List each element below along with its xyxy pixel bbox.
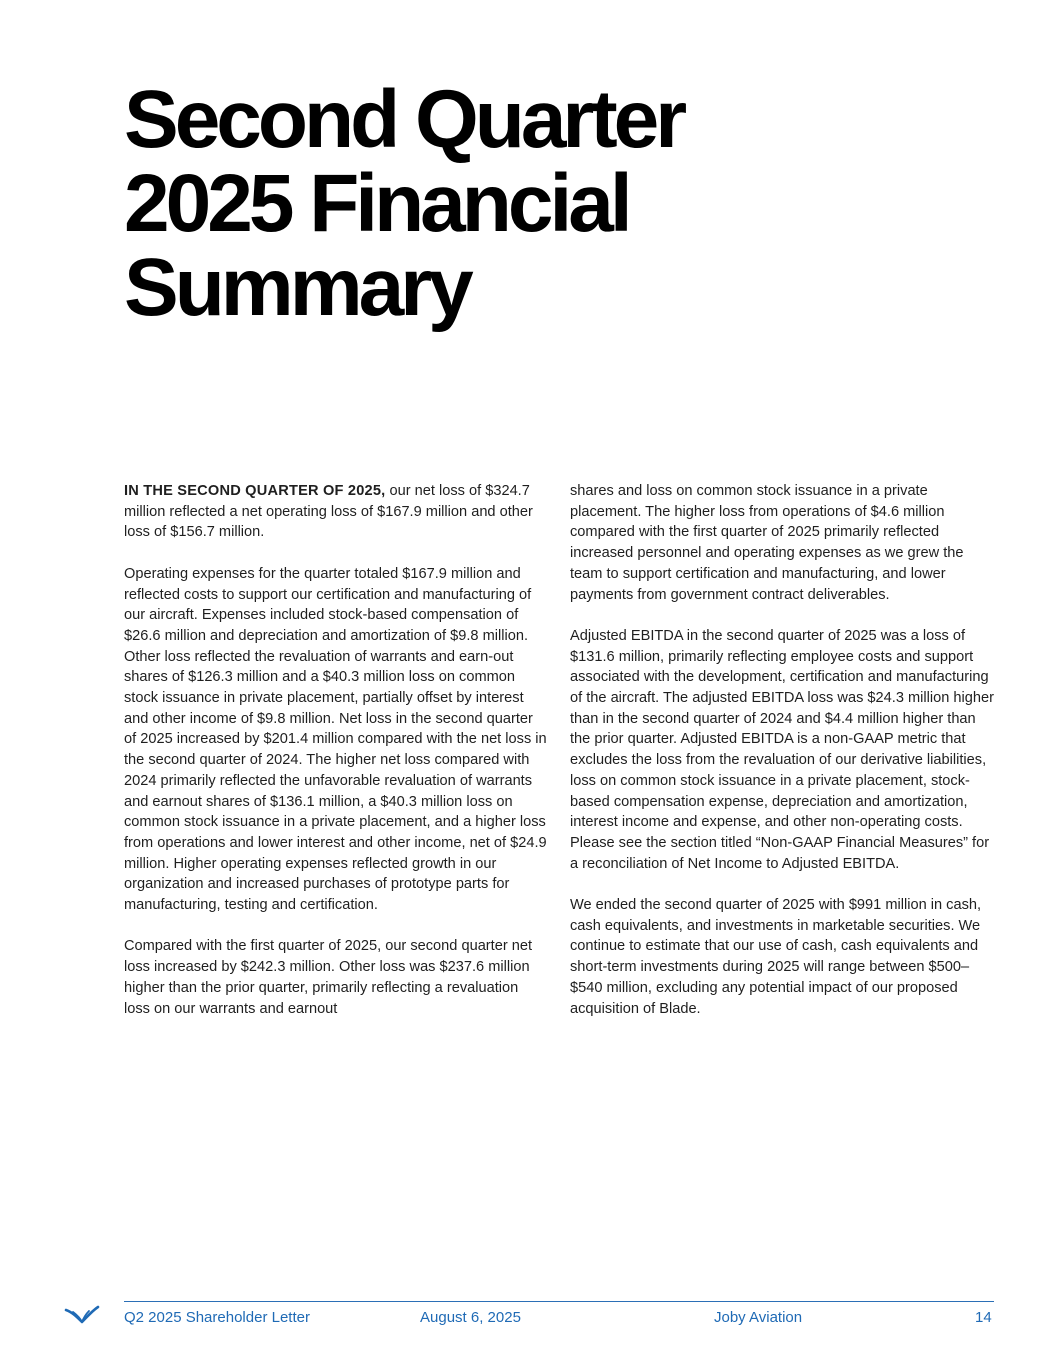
footer-page-number: 14: [975, 1309, 992, 1326]
page-title-line-3: Summary: [124, 242, 470, 333]
paragraph-adjusted-ebitda: Adjusted EBITDA in the second quarter of 2025 was a loss of $131.6 million, primarily reflecting employee costs and support associated with the development, certification and manufacturing of the aircraft. The adjusted EBITDA loss was $24.3 million higher than in the second quarter of 2024 and $4.4 million higher than the prior quarter. Adjusted EBITDA is a non-GAAP metric that excludes the loss from the revaluation of our derivative liabilities, loss on common stock issuance in a private placement, stock-based compensation expense, depreciation and amortization, interest income and expense, and other non-operating costs. Please see the section titled “Non-GAAP Financial Measures” for a reconciliation of Net Income to Adjusted EBITDA.: [570, 627, 994, 872]
right-column: [570, 481, 994, 1040]
paragraph-lead-in: IN THE SECOND QUARTER OF 2025,: [124, 483, 386, 499]
paragraph-cash-position: We ended the second quarter of 2025 with $991 million in cash, cash equivalents, and investments in marketable securities. We continue to estimate that our use of cash, cash equivalents and short-term investments during 2025 will range between $500–$540 million, excluding any potential impact of our proposed acquisition of Blade.: [570, 897, 982, 1017]
paragraph-comparison-continued: shares and loss on common stock issuance in a private placement. The higher loss from operations of $4.6 million compared with the first quarter of 2025 primarily reflected increased personnel and operating expenses as we grew the team to support certification and manufacturing, and lower payments from government contract deliverables.: [570, 483, 964, 603]
footer-company: Joby Aviation: [714, 1309, 803, 1326]
paragraph-quarter-comparison: Compared with the first quarter of 2025, our second quarter net loss increased by $242.3 million. Other loss was $237.6 million higher than the prior quarter, primarily reflecting a revaluation loss on our warrants and earnout: [124, 938, 533, 1017]
footer-document-name: Q2 2025 Shareholder Letter: [124, 1309, 310, 1326]
left-column: [124, 481, 548, 1040]
body-columns: [124, 481, 994, 1040]
paragraph-intro: [124, 481, 548, 543]
joby-wing-logo-icon: [64, 1305, 100, 1327]
paragraph-operating-expenses: Operating expenses for the quarter totaled $167.9 million and reflected costs to support our certification and manufacturing of our aircraft. Expenses included stock-based compensation of $26.6 million and depreciation and amortization of $9.8 million. Other loss reflected the revaluation of warrants and earn-out shares of $126.3 million and a $40.3 million loss on common stock issuance in private placement, partially offset by interest and other income of $9.8 million. Net loss in the second quarter of 2025 increased by $201.4 million compared with the net loss in the second quarter of 2024. The higher net loss compared with 2024 primarily reflected the unfavorable revaluation of warrants and earnout shares of $136.1 million, a $40.3 million loss on common stock issuance in a private placement, and a higher loss from operations and lower interest and other income, net of $24.9 million. Higher operating expenses reflected growth in our organization and increased purchases of prototype parts for manufacturing, testing and certification.: [124, 565, 547, 914]
page-title-line-2: 2025 Financial: [124, 158, 629, 249]
page-title: [124, 74, 824, 333]
footer-divider: [124, 1301, 994, 1302]
footer-date: August 6, 2025: [420, 1309, 521, 1326]
page-footer: [0, 1307, 1055, 1331]
paragraph-intro-text: our net loss of $324.7 million reflected a net operating loss of $167.9 million and other loss of $156.7 million.: [124, 483, 533, 541]
page-title-line-1: Second Quarter: [124, 74, 684, 165]
